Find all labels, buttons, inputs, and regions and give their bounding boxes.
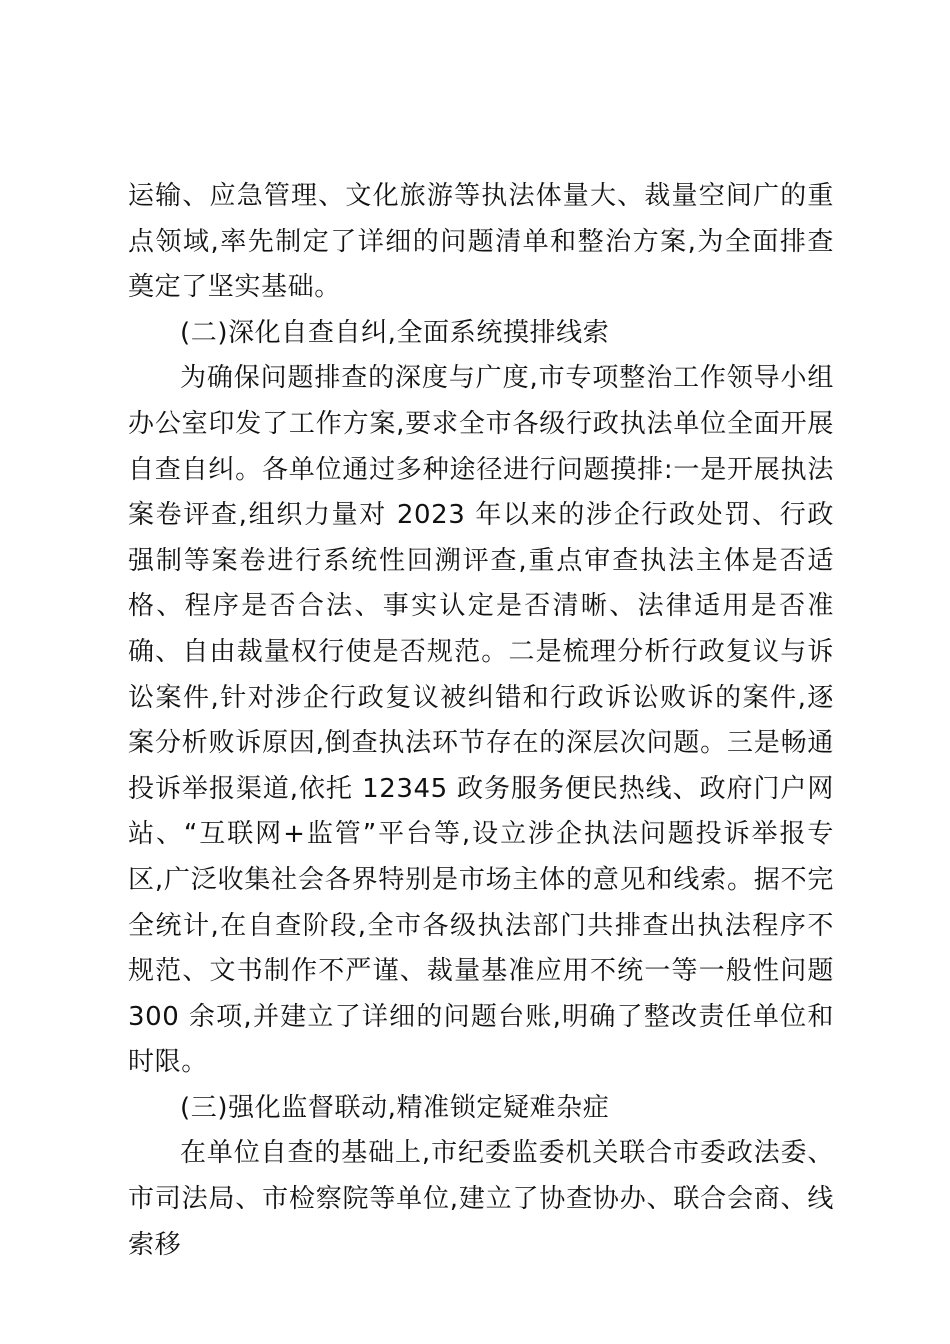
section-heading-2: (二)深化自查自纠,全面系统摸排线索	[180, 317, 610, 348]
section-heading-3: (三)强化监督联动,精准锁定疑难杂症	[180, 1092, 610, 1123]
document-page	[128, 174, 834, 1268]
paragraph-continuation: 运输、应急管理、文化旅游等执法体量大、裁量空间广的重点领域,率先制定了详细的问题清单和整治方案,为全面排查奠定了坚实基础。	[128, 181, 834, 303]
paragraph-supervision: 在单位自查的基础上,市纪委监委机关联合市委政法委、市司法局、市检察院等单位,建立了协查协办、联合会商、线索移	[128, 1138, 834, 1260]
paragraph-self-inspection: 为确保问题排查的深度与广度,市专项整治工作领导小组办公室印发了工作方案,要求全市各级行政执法单位全面开展自查自纠。各单位通过多种途径进行问题摸排:一是开展执法案卷评查,组织力量对 2023 年以来的涉企行政处罚、行政强制等案卷进行系统性回溯评查,重点审查执法主体是否适格、程序是否合法、事实认定是否清晰、法律适用是否准确、自由裁量权行使是否规范。二是梳理分析行政复议与诉讼案件,针对涉企行政复议被纠错和行政诉讼败诉的案件,逐案分析败诉原因,倒查执法环节存在的深层次问题。三是畅通投诉举报渠道,依托 12345 政务服务便民热线、政府门户网站、“互联网+监管”平台等,设立涉企执法问题投诉举报专区,广泛收集社会各界特别是市场主体的意见和线索。据不完全统计,在自查阶段,全市各级执法部门共排查出执法程序不规范、文书制作不严谨、裁量基准应用不统一等一般性问题 300 余项,并建立了详细的问题台账,明确了整改责任单位和时限。	[128, 363, 834, 1078]
